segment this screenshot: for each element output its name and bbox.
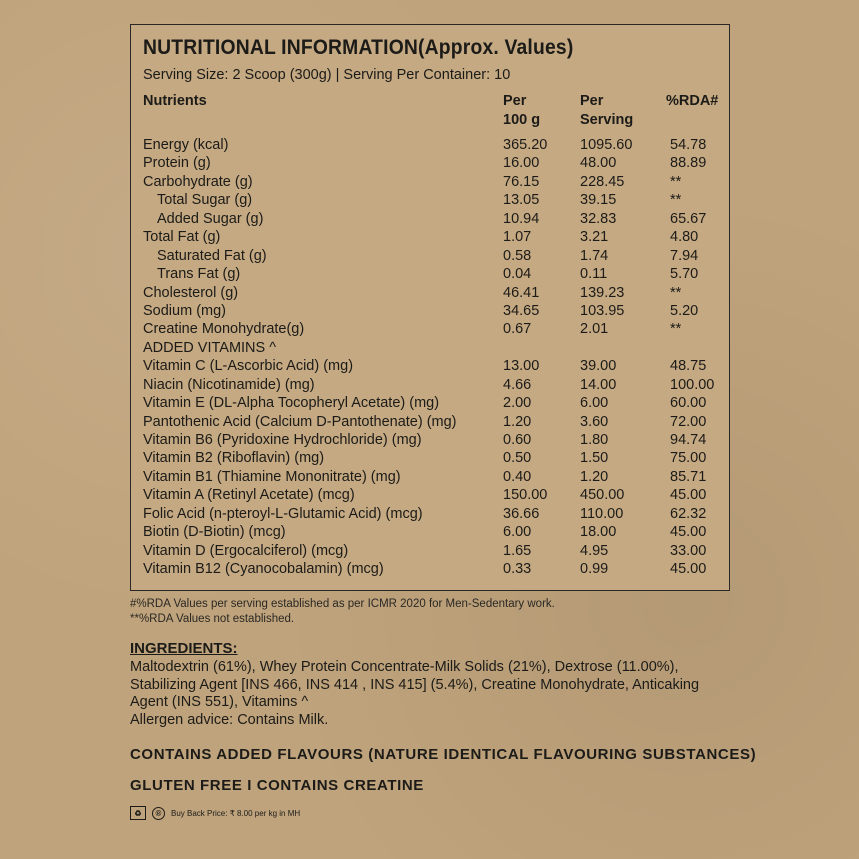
col-nutrients: Nutrients <box>143 93 207 109</box>
table-row <box>143 523 743 541</box>
col-per-serving-line2: Serving <box>580 112 634 128</box>
value-rda: ** <box>670 321 682 338</box>
value-per-100g: 13.05 <box>503 192 540 209</box>
table-row <box>143 560 743 578</box>
value-per-100g: 0.60 <box>503 432 532 448</box>
value-per-100g: 13.00 <box>503 358 540 375</box>
value-per-serving: 3.21 <box>580 229 609 246</box>
table-row <box>143 302 743 320</box>
col-per-serving-line1: Per <box>580 93 604 109</box>
value-rda: 45.00 <box>670 487 707 504</box>
value-rda: 85.71 <box>670 468 707 485</box>
value-rda: 75.00 <box>670 450 707 467</box>
nutrient-name: Total Sugar (g) <box>157 192 253 209</box>
value-per-100g: 365.20 <box>503 137 548 153</box>
value-per-serving: 1.50 <box>580 450 609 467</box>
value-rda: ** <box>670 192 682 209</box>
value-per-100g: 150.00 <box>503 487 548 504</box>
value-per-serving: 39.00 <box>580 358 617 375</box>
footnote-not-established: **%RDA Values not established. <box>130 613 295 625</box>
value-per-serving: 6.00 <box>580 395 609 412</box>
table-row <box>143 339 743 357</box>
ingredients-line: Maltodextrin (61%), Whey Protein Concentrate-Milk Solids (21%), Dextrose (11.00%), <box>130 659 679 675</box>
value-per-serving: 1.80 <box>580 432 609 448</box>
value-rda: 5.20 <box>670 302 699 319</box>
value-rda: 100.00 <box>670 376 715 393</box>
value-per-serving: 14.00 <box>580 376 617 393</box>
nutrient-name: Vitamin B2 (Riboflavin) (mg) <box>143 450 325 467</box>
value-per-serving: 450.00 <box>580 487 625 504</box>
registered-icon: ® <box>152 807 165 820</box>
nutrient-name: Carbohydrate (g) <box>143 173 253 190</box>
table-row <box>143 449 743 467</box>
value-rda: 60.00 <box>670 395 707 412</box>
value-rda: 33.00 <box>670 542 707 559</box>
ingredients-title: INGREDIENTS: <box>130 640 238 657</box>
gluten-statement: GLUTEN FREE I CONTAINS CREATINE <box>130 777 424 794</box>
value-per-100g: 0.33 <box>503 561 532 578</box>
value-per-100g: 1.20 <box>503 413 532 430</box>
value-rda: 48.75 <box>670 358 707 375</box>
table-row <box>143 154 743 172</box>
nutrient-name: Pantothenic Acid (Calcium D-Pantothenate) (mg) <box>143 413 457 430</box>
table-row <box>143 265 743 283</box>
nutrient-name: Vitamin C (L-Ascorbic Acid) (mg) <box>143 358 354 375</box>
table-row <box>143 357 743 375</box>
col-per-serving <box>580 92 633 130</box>
recycle-icon: ♻ <box>130 806 146 820</box>
value-per-100g: 0.40 <box>503 468 532 485</box>
ingredients-line: Stabilizing Agent [INS 466, INS 414 , INS 415] (5.4%), Creatine Monohydrate, Anticaking <box>130 676 700 693</box>
nutrient-name: Total Fat (g) <box>143 229 221 246</box>
nutrient-table <box>143 136 743 579</box>
buyback-row <box>130 806 300 820</box>
serving-info: Serving Size: 2 Scoop (300g) | Serving Per Container: 10 <box>143 67 511 83</box>
nutrient-name: Sodium (mg) <box>143 302 226 319</box>
nutrient-name: Biotin (D-Biotin) (mcg) <box>143 524 286 541</box>
table-row <box>143 468 743 486</box>
table-row <box>143 542 743 560</box>
value-per-serving: 103.95 <box>580 302 625 319</box>
nutrient-name: Creatine Monohydrate(g) <box>143 321 305 338</box>
value-rda: 7.94 <box>670 247 699 264</box>
nutrient-name: Vitamin B1 (Thiamine Mononitrate) (mg) <box>143 468 401 485</box>
table-row <box>143 394 743 412</box>
ingredients-text <box>130 659 730 729</box>
value-per-100g: 34.65 <box>503 302 540 319</box>
value-per-serving: 0.11 <box>580 266 608 283</box>
value-per-serving: 3.60 <box>580 413 609 430</box>
nutrient-name: Folic Acid (n-pteroyl-L-Glutamic Acid) (mcg) <box>143 505 423 522</box>
value-rda: 45.00 <box>670 561 707 578</box>
col-per-100g-line1: Per <box>503 93 527 109</box>
panel-title: NUTRITIONAL INFORMATION(Approx. Values) <box>143 36 574 59</box>
value-per-100g: 36.66 <box>503 505 540 522</box>
value-per-100g: 2.00 <box>503 395 532 412</box>
value-per-100g: 0.04 <box>503 266 532 283</box>
value-per-100g: 1.07 <box>503 229 532 246</box>
value-rda: 88.89 <box>670 155 707 172</box>
value-rda: 65.67 <box>670 210 707 227</box>
value-rda: 54.78 <box>670 137 707 153</box>
nutrient-name: Vitamin A (Retinyl Acetate) (mcg) <box>143 487 355 504</box>
value-per-serving: 48.00 <box>580 155 617 172</box>
value-per-serving: 39.15 <box>580 192 617 209</box>
table-row <box>143 136 743 154</box>
ingredients-line: Allergen advice: Contains Milk. <box>130 711 329 728</box>
value-per-100g: 6.00 <box>503 524 532 541</box>
value-per-100g: 4.66 <box>503 376 532 393</box>
table-row <box>143 173 743 191</box>
value-rda: ** <box>670 173 682 190</box>
nutrient-name: ADDED VITAMINS ^ <box>143 339 277 356</box>
nutrient-name: Cholesterol (g) <box>143 284 239 301</box>
value-per-100g: 10.94 <box>503 210 540 227</box>
value-per-100g: 0.67 <box>503 321 532 338</box>
flavours-statement: CONTAINS ADDED FLAVOURS (NATURE IDENTICAL FLAVOURING SUBSTANCES) <box>130 746 757 763</box>
table-row <box>143 228 743 246</box>
buyback-price: Buy Back Price: ₹ 8.00 per kg in MH <box>171 808 301 818</box>
col-per-100g-line2: 100 g <box>503 112 541 128</box>
value-per-100g: 16.00 <box>503 155 540 172</box>
value-per-serving: 32.83 <box>580 210 617 227</box>
nutrient-name: Vitamin B6 (Pyridoxine Hydrochloride) (mg) <box>143 432 422 448</box>
value-rda: 5.70 <box>670 266 699 283</box>
table-row <box>143 191 743 209</box>
value-per-serving: 2.01 <box>580 321 609 338</box>
value-rda: 4.80 <box>670 229 699 246</box>
nutrient-name: Vitamin D (Ergocalciferol) (mcg) <box>143 542 349 559</box>
nutrient-name: Added Sugar (g) <box>157 210 264 227</box>
col-per-100g <box>503 92 540 130</box>
table-row <box>143 505 743 523</box>
value-rda: 94.74 <box>670 432 707 448</box>
footnote-rda: #%RDA Values per serving established as per ICMR 2020 for Men-Sedentary work. <box>130 598 555 610</box>
value-per-serving: 0.99 <box>580 561 609 578</box>
value-per-serving: 110.00 <box>580 505 624 522</box>
table-row <box>143 413 743 431</box>
table-row <box>143 247 743 265</box>
table-row <box>143 376 743 394</box>
value-rda: 72.00 <box>670 413 707 430</box>
table-row <box>143 210 743 228</box>
table-row <box>143 320 743 338</box>
value-per-100g: 46.41 <box>503 284 540 301</box>
value-per-serving: 1.20 <box>580 468 609 485</box>
nutrient-name: Vitamin E (DL-Alpha Tocopheryl Acetate) (mg) <box>143 395 440 412</box>
nutrient-name: Saturated Fat (g) <box>157 247 267 264</box>
value-per-serving: 139.23 <box>580 284 625 301</box>
value-per-serving: 1.74 <box>580 247 609 264</box>
value-per-100g: 0.58 <box>503 247 532 264</box>
value-per-serving: 4.95 <box>580 542 609 559</box>
value-rda: 45.00 <box>670 524 707 541</box>
table-row <box>143 284 743 302</box>
value-rda: ** <box>670 284 682 301</box>
value-per-serving: 228.45 <box>580 173 625 190</box>
table-row <box>143 431 743 449</box>
nutrient-name: Protein (g) <box>143 155 211 172</box>
table-row <box>143 486 743 504</box>
value-rda: 62.32 <box>670 505 707 522</box>
nutrient-name: Niacin (Nicotinamide) (mg) <box>143 376 315 393</box>
value-per-serving: 1095.60 <box>580 137 633 153</box>
value-per-100g: 1.65 <box>503 542 532 559</box>
nutrient-name: Vitamin B12 (Cyanocobalamin) (mcg) <box>143 561 384 578</box>
nutrient-name: Energy (kcal) <box>143 137 229 153</box>
ingredients-line: Agent (INS 551), Vitamins ^ <box>130 694 309 710</box>
value-per-100g: 76.15 <box>503 173 540 190</box>
col-rda: %RDA# <box>666 93 719 109</box>
nutrient-name: Trans Fat (g) <box>157 266 241 283</box>
value-per-serving: 18.00 <box>580 524 617 541</box>
value-per-100g: 0.50 <box>503 450 532 467</box>
